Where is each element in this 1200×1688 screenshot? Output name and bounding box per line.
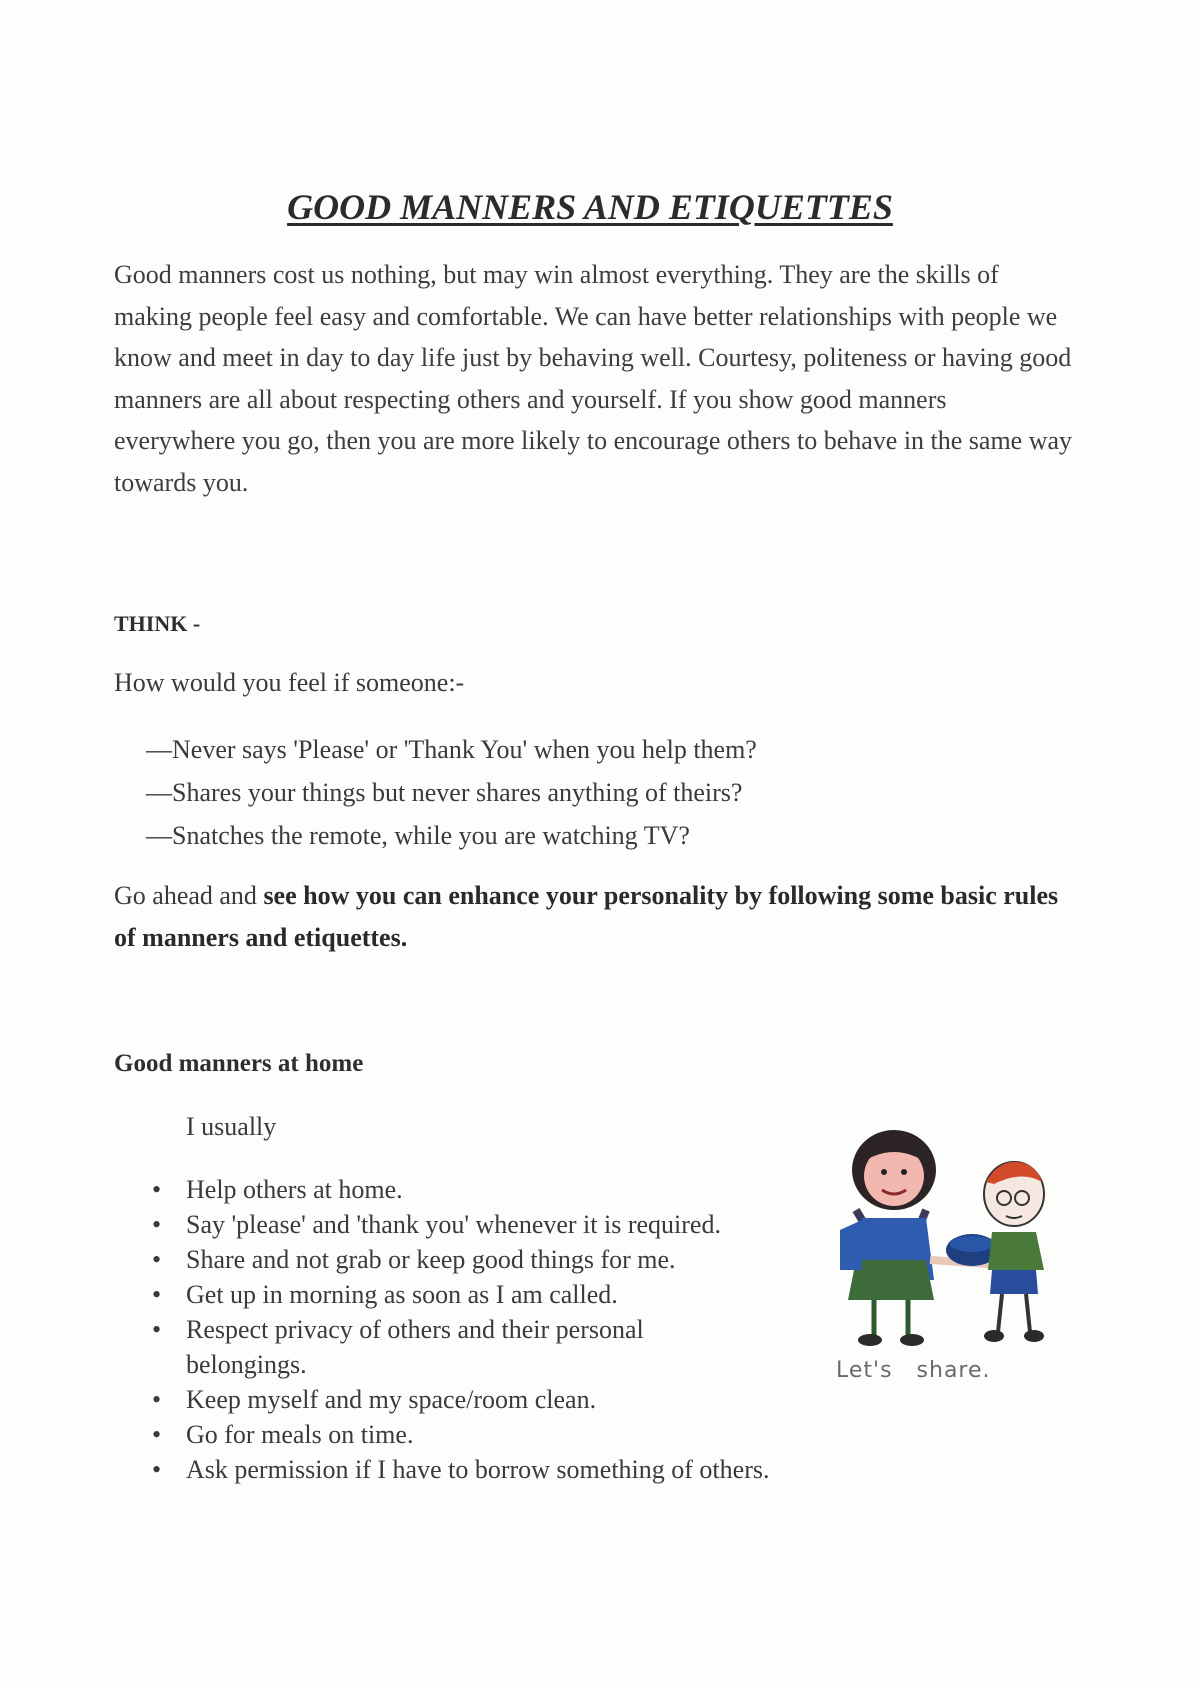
list-item (150, 1417, 850, 1452)
boy-figure (984, 1162, 1044, 1342)
page-title: GOOD MANNERS AND ETIQUETTES (287, 187, 893, 227)
cta-lead: Go ahead and (114, 881, 264, 910)
illustration-caption: Let's share. (836, 1358, 991, 1383)
think-list (146, 728, 757, 857)
home-list (150, 1172, 850, 1487)
bullet-icon: • (152, 1420, 162, 1449)
bullet-icon: • (152, 1280, 162, 1309)
list-item-text: Say 'please' and 'thank you' whenever it is required. (186, 1210, 721, 1239)
list-item (150, 1242, 850, 1277)
bullet-icon: • (152, 1385, 162, 1414)
list-item-text: Share and not grab or keep good things for me. (186, 1245, 676, 1274)
list-item (150, 1277, 850, 1312)
home-section-heading: Good manners at home (114, 1050, 364, 1077)
think-item: — Never says 'Please' or 'Thank You' when you help them? (146, 728, 757, 771)
list-item-text: Keep myself and my space/room clean. (186, 1385, 597, 1414)
girl-figure (840, 1130, 936, 1346)
list-item-text: Respect privacy of others and their personal belongings. (186, 1315, 644, 1379)
think-item: — Shares your things but never shares anything of theirs? (146, 771, 757, 814)
list-item-text: Help others at home. (186, 1175, 403, 1204)
list-item-text: Get up in morning as soon as I am called. (186, 1280, 618, 1309)
list-item-text: Go for meals on time. (186, 1420, 414, 1449)
list-item-text: Ask permission if I have to borrow something of others. (186, 1455, 770, 1484)
think-heading: THINK - (114, 611, 201, 636)
list-item (150, 1207, 746, 1242)
list-item (150, 1382, 850, 1417)
list-item (150, 1172, 850, 1207)
think-question: How would you feel if someone:- (114, 668, 465, 697)
bullet-icon: • (152, 1210, 162, 1239)
bullet-icon: • (152, 1175, 162, 1204)
kids-sharing-drawing-icon (822, 1120, 1052, 1390)
home-lead: I usually (186, 1112, 277, 1141)
list-item (150, 1312, 746, 1382)
bullet-icon: • (152, 1245, 162, 1274)
intro-paragraph: Good manners cost us nothing, but may win almost everything. They are the skills of making people feel easy and comfortable. We can have better relationships with people we know and meet in day to day life just by behaving well. Courtesy, politeness or having good manners are all about respecting others and yourself. If you show good manners everywhere you go, then you are more likely to encourage others to behave in the same way towards you. (114, 260, 1073, 497)
bullet-icon: • (152, 1455, 162, 1484)
call-to-action (114, 875, 1074, 959)
bullet-icon: • (152, 1315, 162, 1344)
list-item (150, 1452, 850, 1487)
think-item: — Snatches the remote, while you are watching TV? (146, 814, 757, 857)
cta-bold: see how you can enhance your personality by following some basic rules of manners and etiquettes. (114, 881, 1059, 952)
